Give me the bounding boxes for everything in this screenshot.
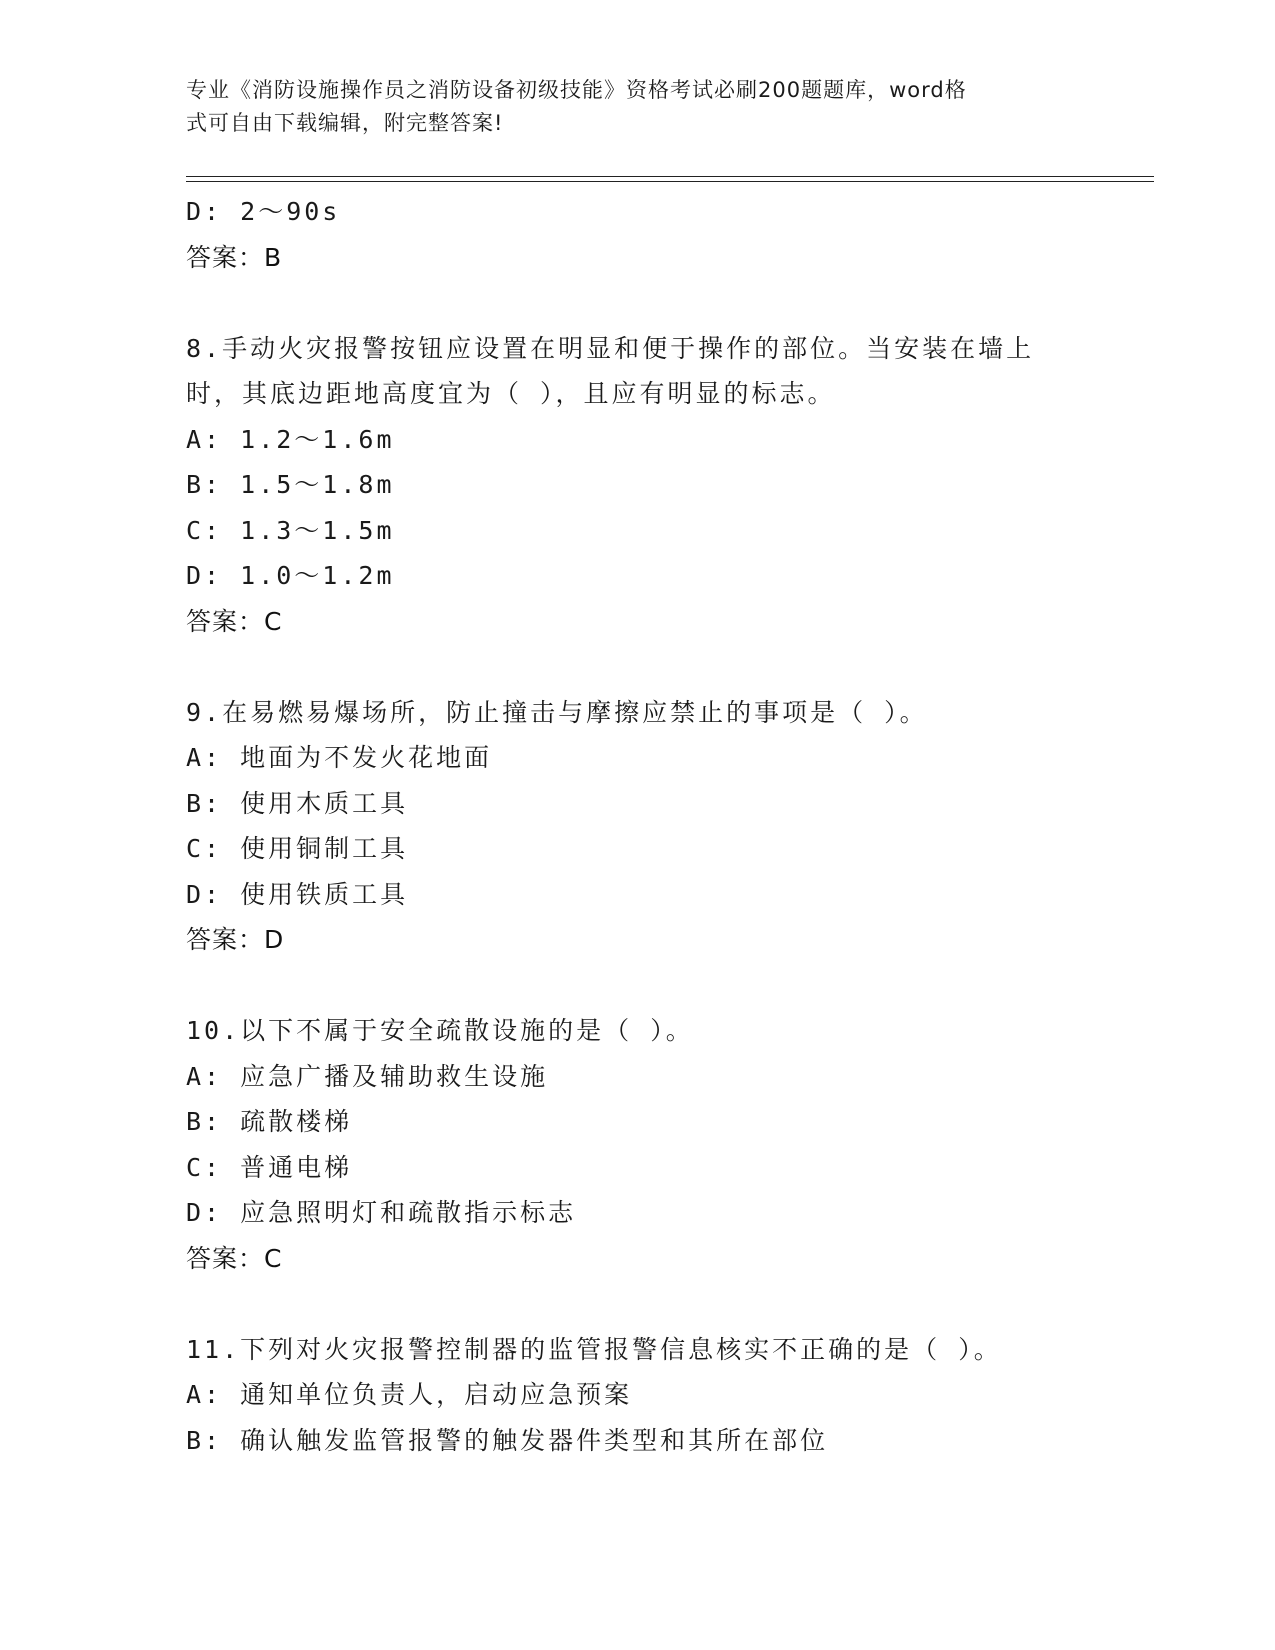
document-header	[186, 74, 1086, 140]
option-d: D: 1.0～1.2m	[186, 561, 395, 590]
spacer	[186, 963, 1086, 1009]
option-d: D: 2～90s	[186, 197, 341, 226]
option-c: C: 1.3～1.5m	[186, 515, 395, 545]
option-b: B: 疏散楼梯	[186, 1107, 353, 1136]
question-10	[186, 1008, 1086, 1281]
option-a: A: 1.2～1.6m	[186, 424, 395, 454]
answer-line: 答案：C	[186, 1243, 283, 1273]
option-c: C: 普通电梯	[186, 1152, 353, 1182]
spacer	[186, 280, 1086, 326]
option-b: B: 1.5～1.8m	[186, 470, 395, 499]
spacer	[186, 1281, 1086, 1327]
question-11	[186, 1327, 1086, 1464]
question-text: 10.以下不属于安全疏散设施的是（ ）。	[186, 1016, 694, 1045]
option-c: C: 使用铜制工具	[186, 834, 409, 863]
option-a: A: 应急广播及辅助救生设施	[186, 1061, 549, 1091]
question-list	[186, 189, 1086, 1463]
question-8	[186, 326, 1086, 645]
spacer	[186, 644, 1086, 690]
question-text: 11.下列对火灾报警控制器的监管报警信息核实不正确的是（ ）。	[186, 1334, 1002, 1364]
option-d: D: 应急照明灯和疏散指示标志	[186, 1198, 577, 1227]
answer-line: 答案：B	[186, 242, 283, 272]
option-b: B: 使用木质工具	[186, 788, 409, 818]
header-line-2: 式可自由下载编辑，附完整答案!	[186, 111, 504, 135]
header-divider-top	[186, 176, 1154, 177]
question-text: 9.在易燃易爆场所，防止撞击与摩擦应禁止的事项是（ ）。	[186, 697, 928, 727]
header-divider-bottom	[186, 181, 1154, 182]
header-line-1: 专业《消防设施操作员之消防设备初级技能》资格考试必刷200题题库，word格	[186, 78, 967, 102]
answer-line: 答案：D	[186, 925, 285, 954]
question-9	[186, 690, 1086, 963]
option-a: A: 通知单位负责人，启动应急预案	[186, 1380, 633, 1409]
question-text: 8.手动火灾报警按钮应设置在明显和便于操作的部位。当安装在墙上	[186, 333, 1035, 363]
option-a: A: 地面为不发火花地面	[186, 743, 493, 772]
option-d: D: 使用铁质工具	[186, 879, 409, 909]
answer-line: 答案：C	[186, 606, 283, 636]
option-b: B: 确认触发监管报警的触发器件类型和其所在部位	[186, 1425, 829, 1455]
question-text-cont: 时，其底边距地高度宜为（ ），且应有明显的标志。	[186, 379, 836, 408]
